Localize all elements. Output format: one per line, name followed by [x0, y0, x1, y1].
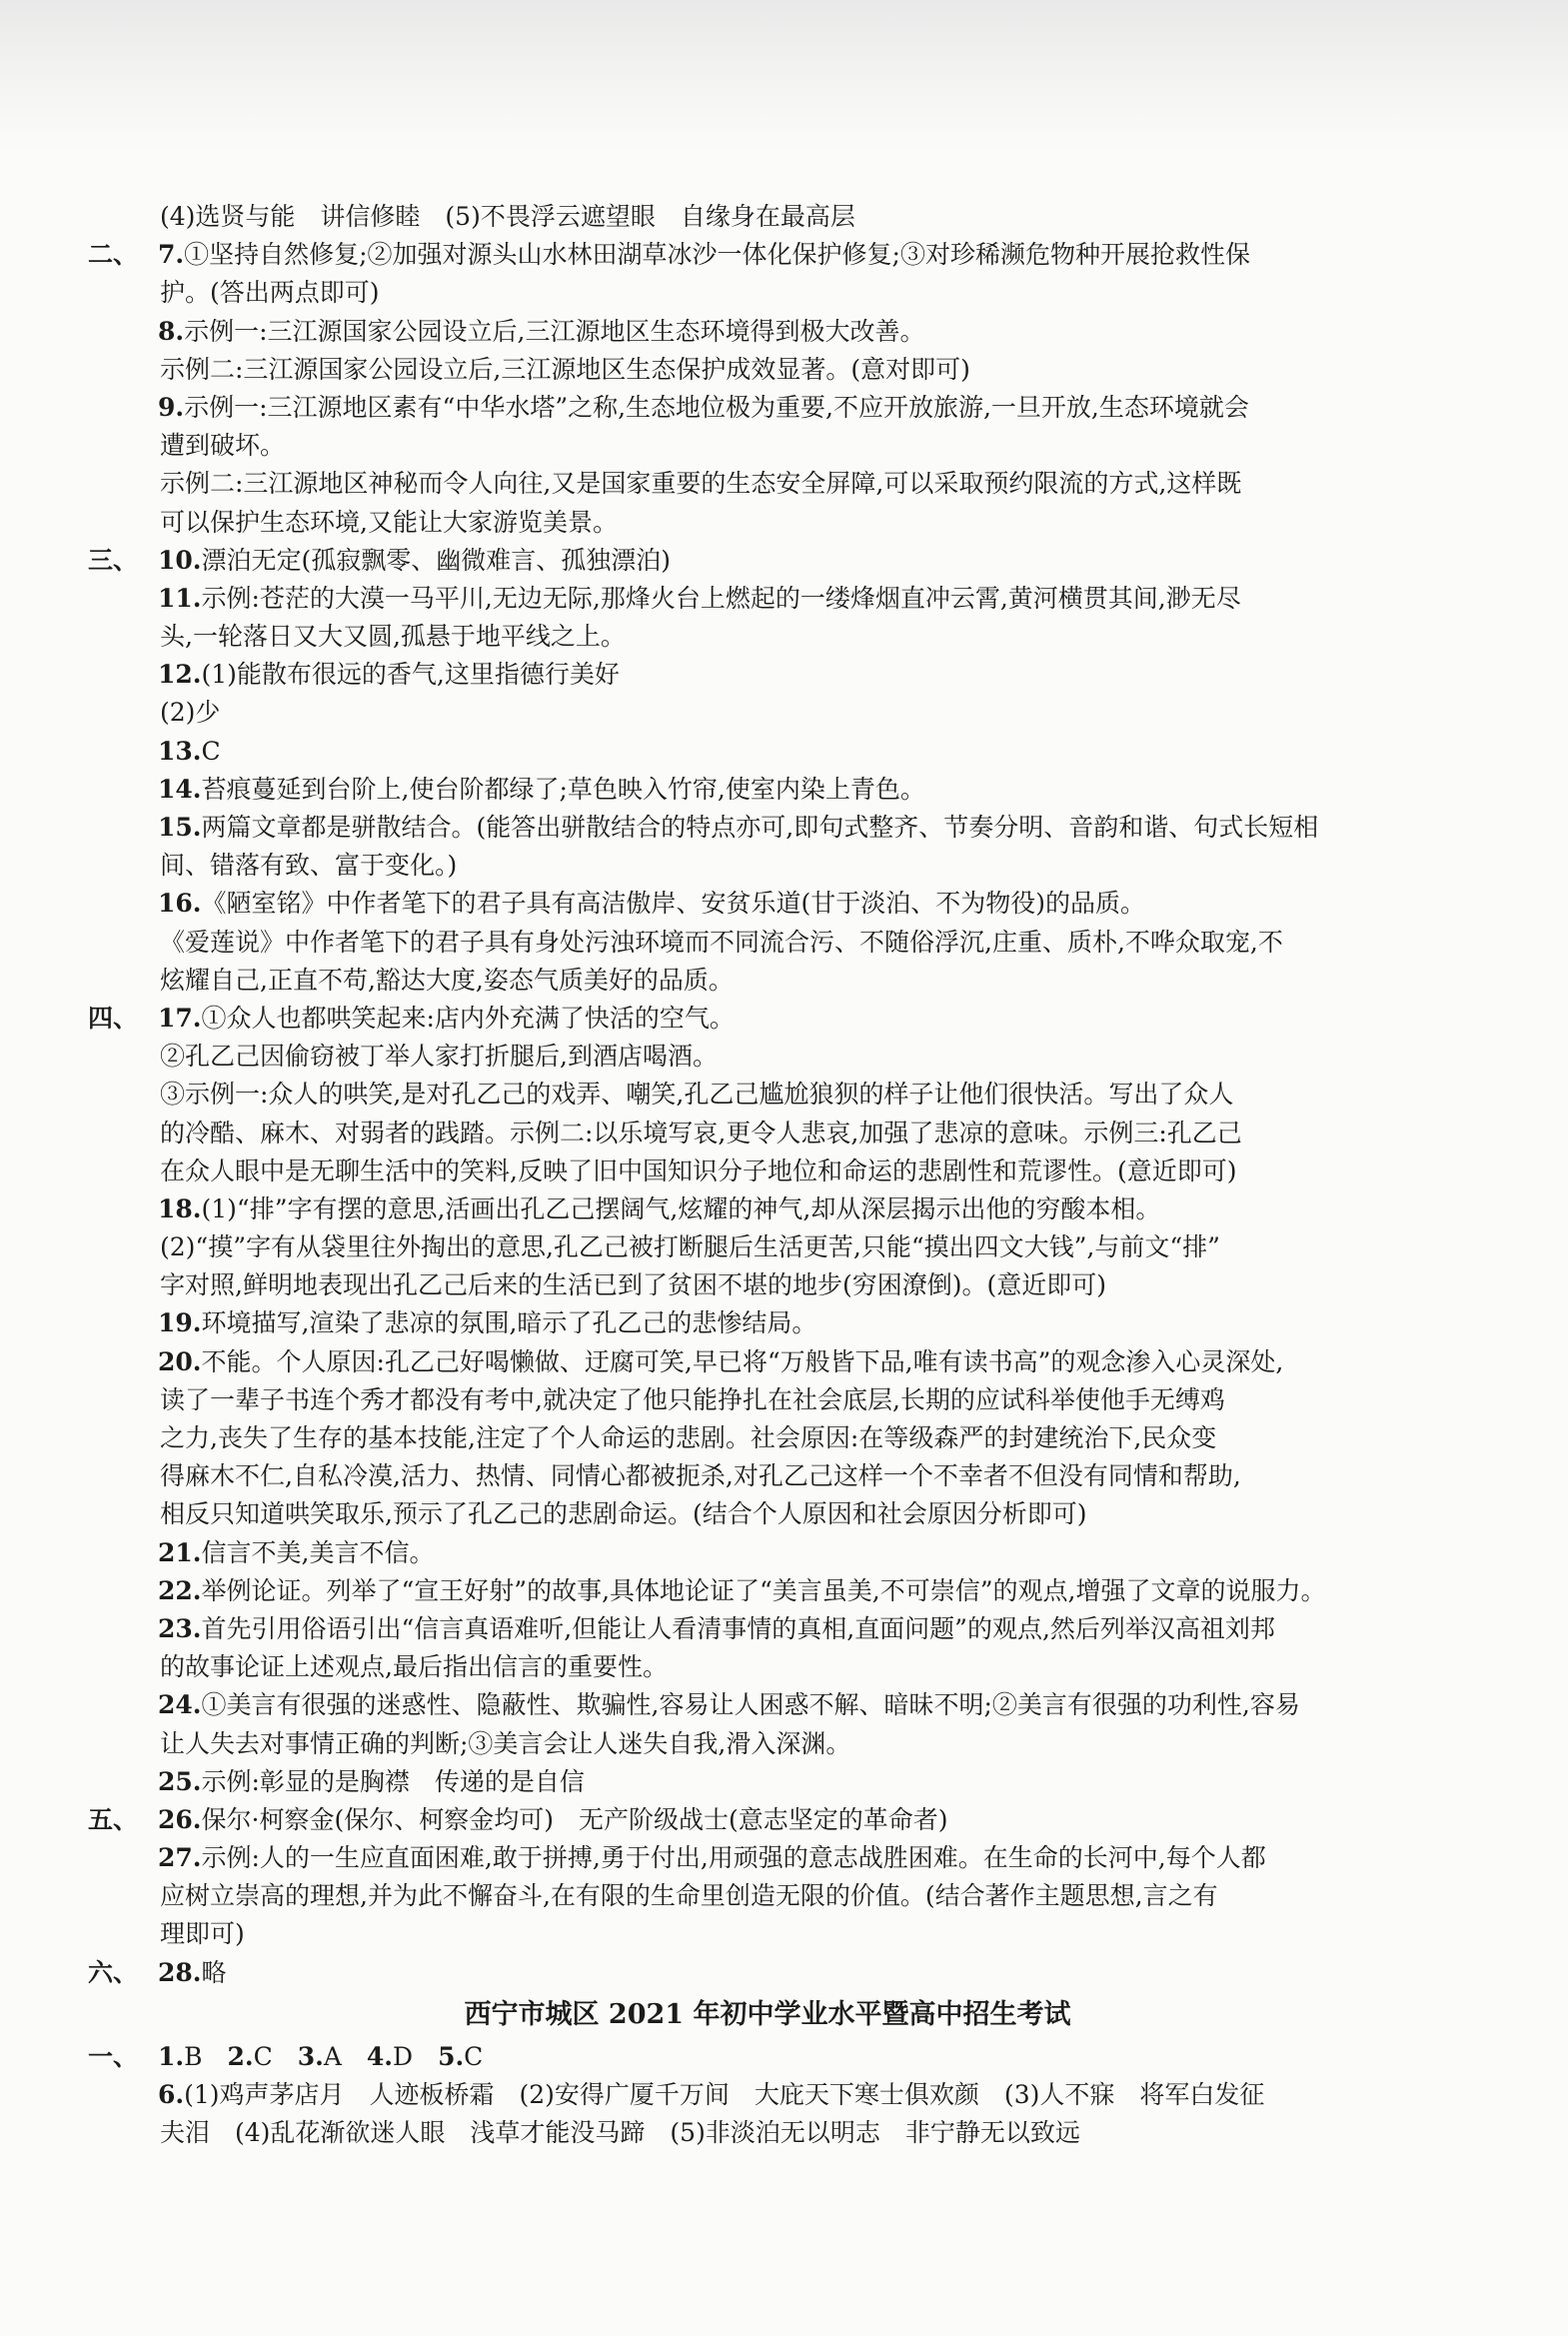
exam-section-title: 西宁市城区 2021 年初中学业水平暨高中招生考试 — [464, 1998, 1071, 2030]
answer-text: 示例二:三江源地区神秘而令人向往,又是国家重要的生态安全屏障,可以采取预约限流的方式,这样既 — [160, 469, 1242, 499]
section-number: 一、 — [88, 2041, 139, 2071]
answer-text: 头,一轮落日又大又圆,孤悬于地平线之上。 — [160, 622, 626, 652]
section-number: 四、 — [88, 1003, 139, 1033]
answer-text: 遭到破坏。 — [160, 431, 286, 461]
answer-text: (1)“排”字有摆的意思,活画出孔乙己摆阔气,炫耀的神气,却从深层揭示出他的穷酸本相。 — [201, 1193, 1161, 1223]
answer-line — [88, 1648, 1447, 1686]
section-number: 三、 — [88, 545, 139, 575]
answer-text: 的冷酷、麻木、对弱者的践踏。示例二:以乐境写哀,更令人悲哀,加强了悲凉的意味。示例三:孔乙己 — [160, 1118, 1242, 1148]
question-number: 3. — [297, 2041, 324, 2071]
answer-text: 夫泪 (4)乱花渐欲迷人眼 浅草才能没马蹄 (5)非淡泊无以明志 非宁静无以致远 — [160, 2118, 1080, 2148]
answer-text: (1)能散布很远的香气,这里指德行美好 — [201, 660, 620, 690]
question-number: 17. — [158, 1003, 202, 1033]
answer-line — [88, 771, 1447, 809]
question-number: 20. — [158, 1346, 202, 1376]
answer-line — [88, 504, 1447, 542]
answer-line — [88, 313, 1447, 351]
question-number: 13. — [158, 736, 202, 766]
answer-line — [88, 1304, 1447, 1342]
answer-text: 间、错落有致、富于变化。) — [160, 851, 458, 881]
question-number: 1. — [158, 2041, 185, 2071]
answer-text: 两篇文章都是骈散结合。(能答出骈散结合的特点亦可,即句式整齐、节奏分明、音韵和谐、句式长短相 — [201, 813, 1319, 842]
answer-text: 环境描写,渲染了悲凉的氛围,暗示了孔乙己的悲惨结局。 — [201, 1308, 817, 1338]
answer-line — [88, 1419, 1447, 1457]
question-number: 11. — [158, 583, 202, 613]
answer-text: ①美言有很强的迷惑性、隐蔽性、欺骗性,容易让人困惑不解、暗昧不明;②美言有很强的功利性,容易 — [201, 1690, 1300, 1720]
question-number: 25. — [158, 1766, 202, 1796]
answer-text: 读了一辈子书连个秀才都没有考中,就决定了他只能挣扎在社会底层,长期的应试科举使他手无缚鸡 — [160, 1384, 1225, 1414]
answer-line — [88, 542, 1447, 580]
question-number: 9. — [158, 392, 185, 422]
answer-line — [88, 885, 1447, 923]
answer-text: A — [323, 2041, 367, 2071]
answer-text: 举例论证。列举了“宣王好射”的故事,具体地论证了“美言虽美,不可崇信”的观点,增强了文章的说服力。 — [201, 1575, 1326, 1605]
answer-text: C — [253, 2041, 298, 2071]
answer-line — [88, 618, 1447, 656]
answer-text: 保尔·柯察金(保尔、柯察金均可) 无产阶级战士(意志坚定的革命者) — [201, 1804, 948, 1834]
answer-line — [88, 1801, 1447, 1839]
answer-line — [88, 1763, 1447, 1801]
question-number: 26. — [158, 1804, 202, 1834]
answer-content — [88, 198, 1447, 2152]
question-number: 27. — [158, 1843, 202, 1873]
answer-text: 《爱莲说》中作者笔下的君子具有身处污浊环境而不同流合污、不随俗浮沉,庄重、质朴,不哗众取宠,不 — [160, 927, 1283, 957]
answer-line — [88, 2076, 1447, 2114]
answer-line — [88, 1038, 1447, 1076]
question-number: 7. — [158, 240, 185, 270]
answer-line — [88, 924, 1447, 962]
question-number: 4. — [366, 2041, 394, 2071]
section-number: 二、 — [88, 240, 139, 270]
answer-text: 可以保护生态环境,又能让大家游览美景。 — [160, 507, 618, 537]
answer-text: ②孔乙己因偷窃被丁举人家打折腿后,到酒店喝酒。 — [160, 1042, 718, 1072]
answer-line — [88, 1153, 1447, 1190]
answer-line — [88, 1115, 1447, 1153]
answer-text: (2)“摸”字有从袋里往外掏出的意思,孔乙己被打断腿后生活更苦,只能“摸出四文大钱”,与前文“排” — [160, 1232, 1220, 1262]
answer-line — [88, 1495, 1447, 1533]
answer-line — [88, 580, 1447, 618]
question-number: 8. — [158, 316, 185, 346]
answer-line — [88, 236, 1447, 274]
answer-text: C — [464, 2041, 484, 2071]
answer-line — [88, 694, 1447, 732]
answer-line — [88, 1839, 1447, 1877]
answer-line — [88, 1534, 1447, 1572]
question-number: 24. — [158, 1690, 202, 1720]
answer-text: 信言不美,美言不信。 — [201, 1537, 435, 1567]
answer-text: (4)选贤与能 讲信修睦 (5)不畏浮云遮望眼 自缘身在最高层 — [160, 202, 855, 231]
answer-text: 示例二:三江源国家公园设立后,三江源地区生态保护成效显著。(意对即可) — [160, 354, 970, 384]
question-number: 18. — [158, 1193, 202, 1223]
answer-line — [88, 427, 1447, 465]
answer-line — [88, 962, 1447, 1000]
answer-text: ③示例一:众人的哄笑,是对孔乙己的戏弄、嘲笑,孔乙己尴尬狼狈的样子让他们很快活。写出了众人 — [160, 1080, 1234, 1110]
answer-text: ①众人也都哄笑起来:店内外充满了快活的空气。 — [201, 1003, 735, 1033]
scan-shadow — [0, 0, 1568, 150]
section-number: 六、 — [88, 1957, 139, 1987]
answer-line — [88, 351, 1447, 389]
answer-line — [88, 1343, 1447, 1381]
answer-text: (2)少 — [160, 698, 221, 728]
answer-text: 炫耀自己,正直不苟,豁达大度,姿态气质美好的品质。 — [160, 965, 734, 995]
answer-line — [88, 1190, 1447, 1228]
answer-line — [88, 1266, 1447, 1304]
answer-text: 字对照,鲜明地表现出孔乙己后来的生活已到了贫困不堪的地步(穷困潦倒)。(意近即可) — [160, 1270, 1106, 1300]
answer-text: 示例:苍茫的大漠一马平川,无边无际,那烽火台上燃起的一缕烽烟直冲云霄,黄河横贯其间,渺无尽 — [201, 583, 1241, 613]
answer-line — [88, 1000, 1447, 1038]
answer-line — [88, 198, 1447, 236]
answer-line — [88, 1572, 1447, 1610]
answer-text: 相反只知道哄笑取乐,预示了孔乙己的悲剧命运。(结合个人原因和社会原因分析即可) — [160, 1499, 1087, 1529]
answer-text: 示例:彰显的是胸襟 传递的是自信 — [201, 1766, 585, 1796]
answer-text: 略 — [201, 1957, 227, 1987]
answer-text: 漂泊无定(孤寂飘零、幽微难言、孤独漂泊) — [201, 545, 672, 575]
answer-text: 护。(答出两点即可) — [160, 278, 380, 308]
answer-line — [88, 465, 1447, 503]
answer-text: 不能。个人原因:孔乙己好喝懒做、迂腐可笑,早已将“万般皆下品,唯有读书高”的观念渗入心灵深处, — [201, 1346, 1284, 1376]
answer-line — [88, 2038, 1447, 2076]
answer-text: 《陋室铭》中作者笔下的君子具有高洁傲岸、安贫乐道(甘于淡泊、不为物役)的品质。 — [201, 889, 1146, 919]
answer-line — [88, 1228, 1447, 1266]
answer-line — [88, 1076, 1447, 1114]
question-number: 2. — [227, 2041, 254, 2071]
answer-line — [88, 389, 1447, 427]
answer-line — [88, 1725, 1447, 1763]
answer-line — [88, 1877, 1447, 1915]
answer-text: 在众人眼中是无聊生活中的笑料,反映了旧中国知识分子地位和命运的悲剧性和荒谬性。(意近即可) — [160, 1156, 1237, 1185]
answer-text: 让人失去对事情正确的判断;③美言会让人迷失自我,滑入深渊。 — [160, 1728, 851, 1758]
answer-text: 的故事论证上述观点,最后指出信言的重要性。 — [160, 1652, 668, 1682]
answer-line — [88, 733, 1447, 771]
answer-line — [88, 2114, 1447, 2152]
answer-line — [88, 1610, 1447, 1648]
question-number: 10. — [158, 545, 202, 575]
question-number: 12. — [158, 660, 202, 690]
answer-text: (1)鸡声茅店月 人迹板桥霜 (2)安得广厦千万间 大庇天下寒士俱欢颜 (3)人不寐 将军白发征 — [184, 2080, 1265, 2109]
answer-text: 示例一:三江源地区素有“中华水塔”之称,生态地位极为重要,不应开放旅游,一旦开放,生态环境就会 — [184, 392, 1249, 422]
answer-text: 得麻木不仁,自私冷漠,活力、热情、同情心都被扼杀,对孔乙己这样一个不幸者不但没有同情和帮助, — [160, 1461, 1241, 1491]
answer-text: ①坚持自然修复;②加强对源头山水林田湖草冰沙一体化保护修复;③对珍稀濒危物种开展抢救性保 — [184, 240, 1250, 270]
answer-text: 示例一:三江源国家公园设立后,三江源地区生态环境得到极大改善。 — [184, 316, 925, 346]
question-number: 21. — [158, 1537, 202, 1567]
question-number: 19. — [158, 1308, 202, 1338]
answer-line — [88, 1915, 1447, 1953]
answer-line — [88, 809, 1447, 847]
answer-line — [88, 1381, 1447, 1419]
answer-text: 示例:人的一生应直面困难,敢于拼搏,勇于付出,用顽强的意志战胜困难。在生命的长河中,每个人都 — [201, 1843, 1266, 1873]
answer-text: D — [393, 2041, 439, 2071]
answer-text: 之力,丧失了生存的基本技能,注定了个人命运的悲剧。社会原因:在等级森严的封建统治下,民众变 — [160, 1423, 1217, 1452]
section-number: 五、 — [88, 1804, 139, 1834]
answer-text: 应树立崇高的理想,并为此不懈奋斗,在有限的生命里创造无限的价值。(结合著作主题思想,言之有 — [160, 1881, 1218, 1911]
answer-line — [88, 656, 1447, 694]
answer-text: 首先引用俗语引出“信言真语难听,但能让人看清事情的真相,直面问题”的观点,然后列举汉高祖刘邦 — [201, 1613, 1275, 1643]
answer-line — [88, 1954, 1447, 1992]
question-number: 23. — [158, 1613, 202, 1643]
question-number: 28. — [158, 1957, 202, 1987]
answer-line — [88, 1686, 1447, 1724]
answer-line — [88, 1457, 1447, 1495]
question-number: 15. — [158, 813, 202, 842]
answer-text: B — [184, 2041, 228, 2071]
answer-text: C — [201, 736, 221, 766]
question-number: 22. — [158, 1575, 202, 1605]
question-number: 5. — [438, 2041, 465, 2071]
answer-line — [88, 847, 1447, 885]
question-number: 16. — [158, 889, 202, 919]
answer-line — [88, 274, 1447, 312]
answer-text: 苔痕蔓延到台阶上,使台阶都绿了;草色映入竹帘,使室内染上青色。 — [201, 774, 925, 804]
question-number: 6. — [158, 2080, 185, 2109]
answer-text: 理即可) — [160, 1919, 245, 1949]
question-number: 14. — [158, 774, 202, 804]
